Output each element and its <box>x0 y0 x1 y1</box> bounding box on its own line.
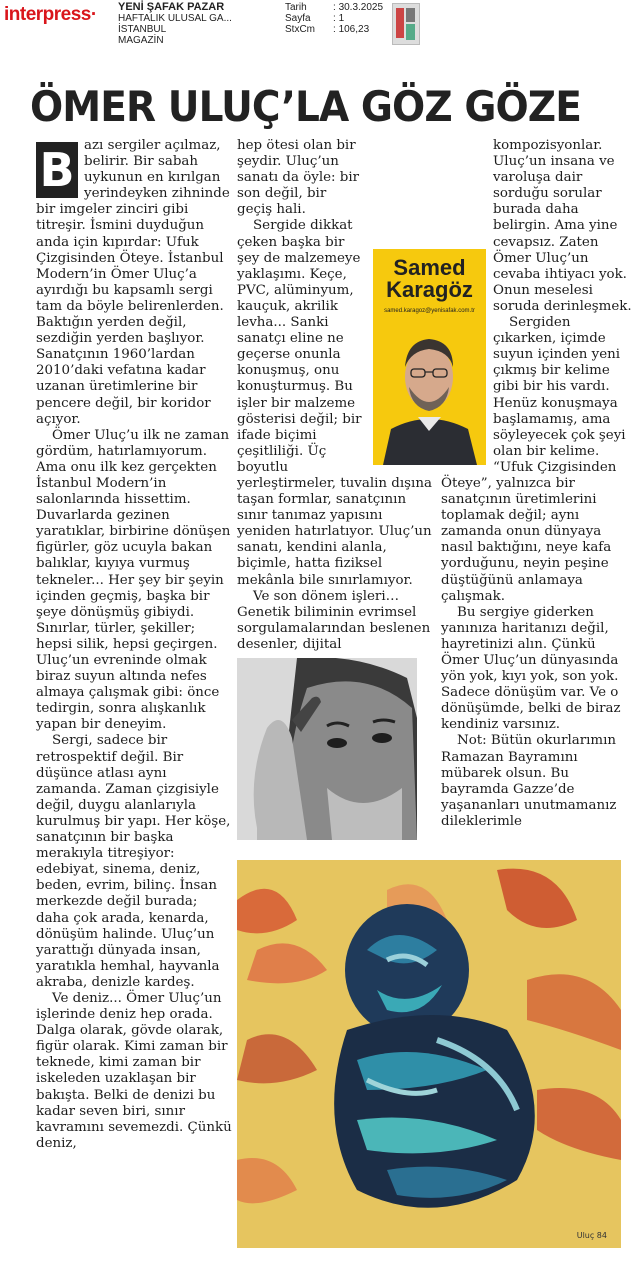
date-label: Tarih <box>285 2 307 13</box>
painting-signature: Uluç 84 <box>576 1231 607 1240</box>
clipping-meta: Tarih : 30.3.2025 Sayfa : 1 StxCm : 106,23 <box>285 2 384 35</box>
publication-info <box>118 2 232 46</box>
painting-image <box>237 860 621 1248</box>
author-name: Samed Karagöz <box>386 255 473 302</box>
paragraph: Sergi, sadece bir retrospektif değil. Bir düşünce atlası aynı zamanda. Zaman çizgisiyle değil, duygu alanlarıyla kurulmuş bir yapı. Her köşe, sanatçının bir başka merakıyla titreşiyor: edebiyat, sinema, deniz, beden, evrim, bilinç. İnsan merkezde değil burada; daha çok arada, kenarda, dönüşüm halinde. Uluç’un yarattığı dünyada insan, yaratıkla hemhal, hayvanla akraba, denizle kardeş. <box>36 733 231 990</box>
drop-cap: B <box>36 142 78 198</box>
paragraph: Not: Bütün okurlarımın Ramazan Bayramını mübarek olsun. Bu bayramda Gazze’de yaşananları unutmamanız dileklerimle <box>441 733 617 829</box>
paragraph: azı sergiler açılmaz, belirir. Bir sabah uykunun en kırılgan yerindeyken zihninde bir imgeler zinciri gibi titreşir. İsmini duyduğun anda için kıpırdar: Ufuk Çizgisinden Öteye. İstanbul Modern’in Ömer Uluç’a ayırdığı bu kapsamlı sergi tam da böyle belirenlerden. Baktığın yerden değil, sezdiğin yerden başlıyor. Sanatçının 1960’lardan 2010’daki vefatına kadar uzanan üretimlerine bir pencere değil, bir koridor açıyor. <box>36 138 230 427</box>
artist-photo <box>237 658 417 840</box>
stxcm-label: StxCm <box>285 24 315 35</box>
interpress-logo: interpress· <box>4 4 97 25</box>
paragraph: Ve son dönem işleri… Genetik biliminin evrimsel sorgulamalarından beslenen desenler, dijital <box>237 588 431 652</box>
stxcm-value: 106,23 <box>338 24 370 35</box>
paragraph: hep ötesi olan bir şeydir. Uluç’un sanatı da öyle: bir son değil, bir geçiş hali. <box>237 138 360 218</box>
paragraph: Ve deniz... Ömer Uluç’un işlerinde deniz hep orada. Dalga olarak, gövde olarak, figür olarak. Kimi zaman bir teknede, kimi zaman bir iskeleden uzaklaşan bir bakışta. Belki de denizi bu kadar seven biri, sınır kavramını sevemezdi. Çünkü deniz, <box>36 990 232 1151</box>
paragraph: Ömer Uluç’u ilk ne zaman gördüm, hatırlamıyorum. Ama onu ilk kez gerçekten İstanbul Modern’in salonlarında hissettim. Duvarlarda gezinen yaratıklar, birbirine dönüşen figürler, göz ucuyla bakan balıklar, kıyıya vurmuş tekneler... Her şey bir şeyin içinden geçmiş, başka bir şeye dönüşmüş gibiydi. Sınırlar, türler, şekiller; hepsi silik, hepsi geçirgen. Uluç’un evreninde olmak biraz suyun altında nefes almaya çalışmak gibi: önce tedirgin, sonra alışkanlık yapan bir deneyim. <box>36 427 231 733</box>
paragraph: Bu sergiye giderken yanınıza haritanızı değil, hayretinizi alın. Çünkü Ömer Uluç’un dünyasında yön yok, kıyı yok, son yok. Sadece dönüşüm var. Ve o dönüşümde, belki de biraz kendiniz varsınız. <box>441 604 621 733</box>
article-column-3 <box>441 138 633 830</box>
publication-frequency: HAFTALIK ULUSAL GA... <box>118 13 232 24</box>
author-portrait <box>373 249 486 465</box>
paragraph: Sergide dikkat çeken başka bir şey de malzemeye yaklaşımı. Keçe, PVC, alüminyum, kauçuk, akrilik levha... Sanki sanatçı eline ne geçerse onunla konuşmuş, onu konuşturmuş. Bu işler bir malzeme gösterisi değil; bir ifade biçimi çeşitliliği. Üç boyutlu yerleştirmeler, tuvalin dışına taşan formlar, sanatçının sınır tanımaz yapısını yeniden hatırlatıyor. Uluç’un sanatı, kendini alanla, biçimle, hatta fiziksel mekânla bile sınırlamıyor. <box>237 218 432 588</box>
clipping-header <box>0 0 640 52</box>
article-column-1 <box>36 138 232 1248</box>
paragraph: Sergiden çıkarken, içimde suyun içinden yeni çıkmış bir kelime gibi bir his vardı. Henüz konuşmaya başlamamış, ama söyleyecek çok şeyi olan bir kelime. “Ufuk Çizgisinden Öteye”, yalnızca bir sanatçının üretimlerini toplamak değil; aynı zamanda onun dünyaya nasıl baktığını, neye kafa yorduğunu, neyin peşine düştüğünü anlamaya çalışmak. <box>441 315 626 604</box>
author-box <box>373 249 486 465</box>
date-value: 30.3.2025 <box>338 2 384 13</box>
headline: ÖMER ULUÇ’LA GÖZ GÖZE <box>30 82 581 131</box>
page-thumbnail <box>392 3 420 45</box>
page-value: 1 <box>338 13 345 24</box>
paragraph: kompozisyonlar. Uluç’un insana ve varoluşa dair sorduğu sorular burada daha belirgin. Ama yine cevapsız. Zaten Ömer Uluç’un cevaba ihtiyacı yok. Onun meselesi soruda derinleşmek. <box>493 138 632 314</box>
page-label: Sayfa <box>285 13 311 24</box>
author-email: samed.karagoz@yenisafak.com.tr <box>384 308 475 314</box>
publication-section: MAGAZİN <box>118 35 164 46</box>
publication-name: YENİ ŞAFAK PAZAR <box>118 1 225 13</box>
publication-city: İSTANBUL <box>118 24 167 35</box>
